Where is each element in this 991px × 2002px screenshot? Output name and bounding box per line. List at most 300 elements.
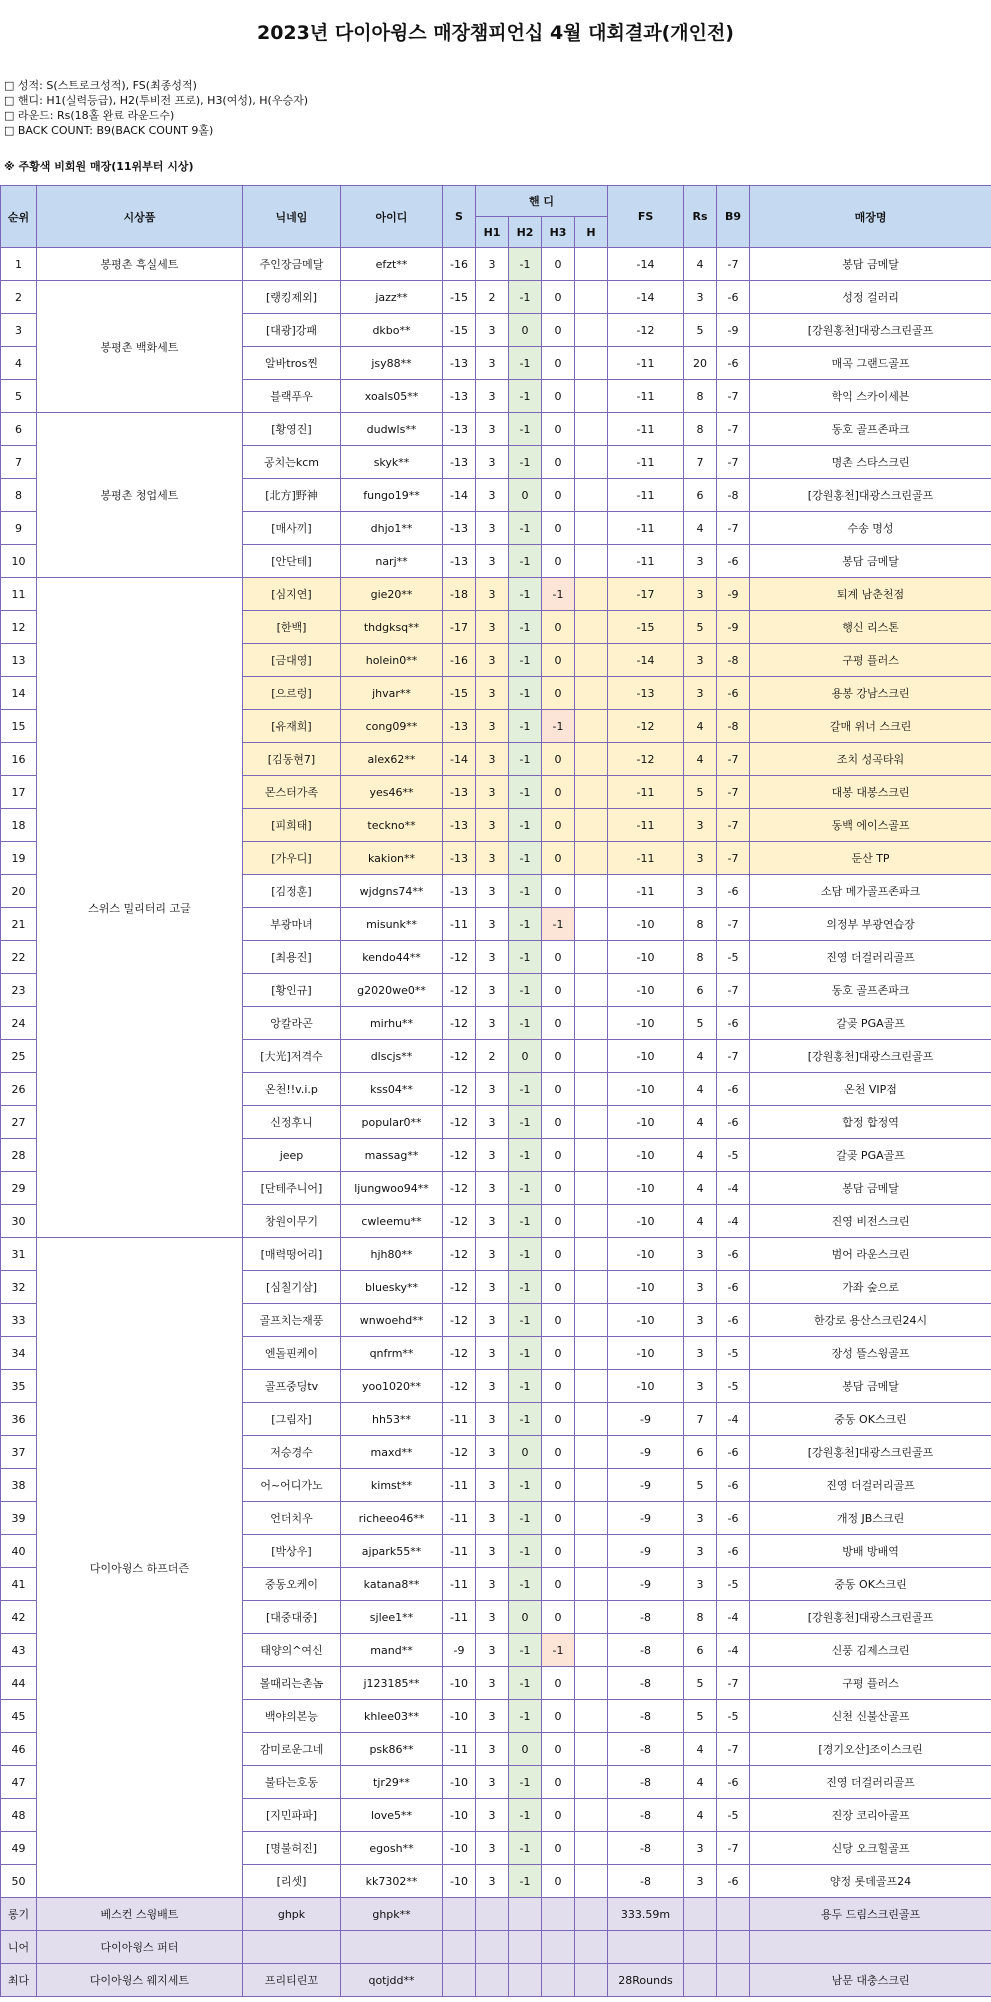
cell-h3: 0 (542, 1568, 575, 1601)
cell-b9: -6 (717, 875, 750, 908)
cell-nickname: 블랙푸우 (243, 380, 341, 413)
cell-h3: 0 (542, 380, 575, 413)
cell-h1: 3 (476, 1007, 509, 1040)
cell-h3: 0 (542, 842, 575, 875)
cell-s: -10 (443, 1700, 476, 1733)
cell-nickname: [김동현7] (243, 743, 341, 776)
cell-id: kakion** (341, 842, 443, 875)
cell-h3: 0 (542, 677, 575, 710)
cell-h2: -1 (509, 1832, 542, 1865)
cell-rank: 33 (1, 1304, 37, 1337)
cell-s (443, 1931, 476, 1964)
cell-rs: 3 (684, 1271, 717, 1304)
cell-fs: -10 (608, 1304, 684, 1337)
cell-h3: 0 (542, 974, 575, 1007)
cell-h1: 3 (476, 743, 509, 776)
cell-rank: 18 (1, 809, 37, 842)
cell-h2: -1 (509, 281, 542, 314)
cell-b9: -8 (717, 479, 750, 512)
cell-b9: -8 (717, 644, 750, 677)
cell-h3: 0 (542, 743, 575, 776)
results-body (1, 248, 991, 1997)
cell-h3: 0 (542, 413, 575, 446)
cell-nickname: [심지연] (243, 578, 341, 611)
cell-h (575, 248, 608, 281)
cell-rs: 3 (684, 1568, 717, 1601)
cell-rank: 36 (1, 1403, 37, 1436)
cell-store: 진장 코리아골프 (750, 1799, 991, 1832)
cell-s (443, 1964, 476, 1997)
cell-rank: 31 (1, 1238, 37, 1271)
cell-id: yes46** (341, 776, 443, 809)
cell-fs: -12 (608, 710, 684, 743)
cell-store: 봉담 금메달 (750, 248, 991, 281)
cell-nickname: [한백] (243, 611, 341, 644)
cell-b9: -7 (717, 743, 750, 776)
cell-s: -12 (443, 1337, 476, 1370)
cell-store: 명촌 스타스크린 (750, 446, 991, 479)
cell-h2: -1 (509, 809, 542, 842)
cell-rank: 14 (1, 677, 37, 710)
cell-award: 롱기 (1, 1898, 37, 1931)
cell-h3: 0 (542, 1403, 575, 1436)
cell-h1: 3 (476, 1634, 509, 1667)
cell-h (575, 545, 608, 578)
cell-h (575, 743, 608, 776)
cell-h1: 3 (476, 1568, 509, 1601)
cell-b9: -6 (717, 545, 750, 578)
cell-h3: 0 (542, 644, 575, 677)
cell-h2: -1 (509, 1403, 542, 1436)
cell-id: dlscjs** (341, 1040, 443, 1073)
cell-s: -13 (443, 413, 476, 446)
cell-s: -12 (443, 1040, 476, 1073)
cell-rs: 4 (684, 1106, 717, 1139)
cell-h3: 0 (542, 545, 575, 578)
cell-store: 갈곶 PGA골프 (750, 1139, 991, 1172)
cell-h (575, 677, 608, 710)
cell-h2: -1 (509, 446, 542, 479)
cell-rank: 42 (1, 1601, 37, 1634)
cell-h (575, 1865, 608, 1898)
cell-fs: -11 (608, 446, 684, 479)
cell-id: alex62** (341, 743, 443, 776)
cell-rs: 4 (684, 512, 717, 545)
cell-h3: 0 (542, 347, 575, 380)
cell-h2: -1 (509, 743, 542, 776)
cell-nickname: [심칠기삼] (243, 1271, 341, 1304)
cell-h3: 0 (542, 1502, 575, 1535)
header-nickname: 닉네임 (243, 186, 341, 248)
note-backcount: □ BACK COUNT: B9(BACK COUNT 9홀) (4, 124, 214, 137)
cell-s: -10 (443, 1832, 476, 1865)
cell-rank: 48 (1, 1799, 37, 1832)
cell-rank: 44 (1, 1667, 37, 1700)
cell-fs: -11 (608, 413, 684, 446)
cell-fs: -12 (608, 743, 684, 776)
cell-h3: 0 (542, 1238, 575, 1271)
cell-h (575, 1964, 608, 1997)
cell-fs: -8 (608, 1700, 684, 1733)
cell-b9 (717, 1898, 750, 1931)
cell-fs: -9 (608, 1535, 684, 1568)
cell-rank: 41 (1, 1568, 37, 1601)
cell-b9: -9 (717, 611, 750, 644)
cell-store: 진영 더걸러리골프 (750, 1469, 991, 1502)
cell-h (575, 1535, 608, 1568)
cell-prize: 다이아윙스 퍼터 (37, 1931, 243, 1964)
cell-nickname: 어~어디가노 (243, 1469, 341, 1502)
table-row (1, 1238, 991, 1271)
cell-id: qnfrm** (341, 1337, 443, 1370)
cell-fs: -8 (608, 1832, 684, 1865)
cell-rank: 5 (1, 380, 37, 413)
cell-s: -11 (443, 1502, 476, 1535)
cell-rs (684, 1964, 717, 1997)
cell-nickname: [최용진] (243, 941, 341, 974)
cell-b9: -5 (717, 1337, 750, 1370)
cell-h1: 3 (476, 1667, 509, 1700)
cell-rs: 3 (684, 1865, 717, 1898)
header-prize: 시상품 (37, 186, 243, 248)
cell-store: 대봉 대봉스크린 (750, 776, 991, 809)
cell-fs: -11 (608, 545, 684, 578)
cell-h3: 0 (542, 875, 575, 908)
cell-nickname: jeep (243, 1139, 341, 1172)
cell-nickname: 프리티린꼬 (243, 1964, 341, 1997)
cell-h1: 3 (476, 710, 509, 743)
cell-rs: 8 (684, 413, 717, 446)
cell-h2: -1 (509, 677, 542, 710)
cell-h2: -1 (509, 413, 542, 446)
cell-store: 학익 스카이세븐 (750, 380, 991, 413)
cell-s: -12 (443, 941, 476, 974)
cell-h2: -1 (509, 512, 542, 545)
cell-s: -13 (443, 710, 476, 743)
cell-h1: 3 (476, 1865, 509, 1898)
cell-h (575, 1568, 608, 1601)
cell-h2: -1 (509, 1106, 542, 1139)
cell-nickname: 앙칼라곤 (243, 1007, 341, 1040)
cell-h3: 0 (542, 1370, 575, 1403)
cell-prize: 다이아윙스 웨지세트 (37, 1964, 243, 1997)
cell-id: richeeo46** (341, 1502, 443, 1535)
cell-h2: -1 (509, 1304, 542, 1337)
cell-h1: 3 (476, 578, 509, 611)
cell-id: egosh** (341, 1832, 443, 1865)
cell-nickname: [단테주니어] (243, 1172, 341, 1205)
cell-s: -13 (443, 347, 476, 380)
cell-h1 (476, 1964, 509, 1997)
cell-store: [강원홍천]대광스크린골프 (750, 479, 991, 512)
cell-h (575, 875, 608, 908)
cell-h1: 2 (476, 281, 509, 314)
cell-s: -10 (443, 1799, 476, 1832)
cell-rank: 3 (1, 314, 37, 347)
cell-store: 중동 OK스크린 (750, 1403, 991, 1436)
cell-h (575, 1436, 608, 1469)
cell-fs: -9 (608, 1502, 684, 1535)
cell-nickname: [박상우] (243, 1535, 341, 1568)
cell-fs: -11 (608, 347, 684, 380)
cell-rank: 8 (1, 479, 37, 512)
cell-store: [강원홍천]대광스크린골프 (750, 1601, 991, 1634)
cell-b9: -4 (717, 1403, 750, 1436)
cell-h (575, 1766, 608, 1799)
cell-id: dkbo** (341, 314, 443, 347)
cell-b9: -7 (717, 974, 750, 1007)
cell-rank: 13 (1, 644, 37, 677)
cell-store: 소담 메가골프존파크 (750, 875, 991, 908)
cell-h1: 3 (476, 1733, 509, 1766)
note-handicap: □ 핸디: H1(실력등급), H2(투비전 프로), H3(여성), H(우승자) (4, 94, 308, 107)
special-award-row (1, 1931, 991, 1964)
cell-fs: -17 (608, 578, 684, 611)
cell-prize: 봉평촌 청업세트 (37, 413, 243, 578)
cell-rank: 15 (1, 710, 37, 743)
cell-store: 봉담 금메달 (750, 1370, 991, 1403)
cell-h (575, 1502, 608, 1535)
cell-fs: -11 (608, 809, 684, 842)
cell-fs: -8 (608, 1733, 684, 1766)
cell-h2 (509, 1964, 542, 1997)
cell-id: hh53** (341, 1403, 443, 1436)
cell-s: -12 (443, 1205, 476, 1238)
cell-nickname: 엔돌핀케이 (243, 1337, 341, 1370)
cell-id: dudwls** (341, 413, 443, 446)
header-h3: H3 (542, 217, 575, 248)
cell-b9: -6 (717, 1073, 750, 1106)
cell-h (575, 1073, 608, 1106)
cell-h3: 0 (542, 1469, 575, 1502)
cell-nickname: [그림자] (243, 1403, 341, 1436)
cell-b9: -6 (717, 1238, 750, 1271)
cell-nickname: 감미로운그네 (243, 1733, 341, 1766)
cell-s: -12 (443, 1007, 476, 1040)
cell-rs: 5 (684, 1667, 717, 1700)
header-rs: Rs (684, 186, 717, 248)
cell-store: 양정 롯데골프24 (750, 1865, 991, 1898)
header-rank: 순위 (1, 186, 37, 248)
cell-s: -13 (443, 512, 476, 545)
cell-b9: -7 (717, 413, 750, 446)
cell-s: -15 (443, 281, 476, 314)
cell-h3: 0 (542, 281, 575, 314)
cell-id: teckno** (341, 809, 443, 842)
cell-rank: 6 (1, 413, 37, 446)
cell-store: 온천 VIP점 (750, 1073, 991, 1106)
cell-h1: 3 (476, 347, 509, 380)
note-score: □ 성적: S(스트로크성적), FS(최종성적) (4, 79, 197, 92)
cell-prize: 스위스 밀리터리 고글 (37, 578, 243, 1238)
cell-fs: -11 (608, 875, 684, 908)
cell-nickname: 공치는kcm (243, 446, 341, 479)
cell-b9: -5 (717, 1799, 750, 1832)
cell-rank: 35 (1, 1370, 37, 1403)
cell-h (575, 347, 608, 380)
cell-h2: -1 (509, 248, 542, 281)
cell-rank: 30 (1, 1205, 37, 1238)
cell-s: -16 (443, 644, 476, 677)
cell-id: kss04** (341, 1073, 443, 1106)
cell-store: 신천 신불산골프 (750, 1700, 991, 1733)
note-rounds: □ 라운드: Rs(18홀 완료 라운드수) (4, 109, 175, 122)
cell-id: j123185** (341, 1667, 443, 1700)
cell-rs: 5 (684, 314, 717, 347)
cell-b9: -6 (717, 1865, 750, 1898)
cell-fs: -8 (608, 1865, 684, 1898)
cell-h (575, 908, 608, 941)
cell-rank: 7 (1, 446, 37, 479)
cell-h2: -1 (509, 1172, 542, 1205)
cell-h1: 3 (476, 776, 509, 809)
cell-b9: -6 (717, 1535, 750, 1568)
header-b9: B9 (717, 186, 750, 248)
cell-h2: -1 (509, 1865, 542, 1898)
cell-rank: 20 (1, 875, 37, 908)
cell-rs: 4 (684, 1040, 717, 1073)
cell-b9: -6 (717, 1106, 750, 1139)
cell-nickname: 백야의본능 (243, 1700, 341, 1733)
cell-id: yoo1020** (341, 1370, 443, 1403)
cell-rank: 17 (1, 776, 37, 809)
cell-h2: -1 (509, 611, 542, 644)
cell-b9: -7 (717, 1832, 750, 1865)
cell-h (575, 1667, 608, 1700)
cell-h3: 0 (542, 1799, 575, 1832)
cell-id: fungo19** (341, 479, 443, 512)
cell-rank: 50 (1, 1865, 37, 1898)
cell-h (575, 1205, 608, 1238)
special-award-row (1, 1898, 991, 1931)
cell-s: -12 (443, 1139, 476, 1172)
cell-h3: 0 (542, 512, 575, 545)
cell-fs: -10 (608, 974, 684, 1007)
cell-h2: 0 (509, 314, 542, 347)
cell-h (575, 512, 608, 545)
cell-rank: 38 (1, 1469, 37, 1502)
cell-fs: -10 (608, 1271, 684, 1304)
cell-b9: -4 (717, 1205, 750, 1238)
cell-h (575, 479, 608, 512)
cell-store: [경기오산]조이스크린 (750, 1733, 991, 1766)
cell-rs: 4 (684, 248, 717, 281)
cell-s: -9 (443, 1634, 476, 1667)
cell-b9: -4 (717, 1634, 750, 1667)
cell-fs: -8 (608, 1799, 684, 1832)
cell-id: kimst** (341, 1469, 443, 1502)
cell-h2: -1 (509, 908, 542, 941)
cell-h3: 0 (542, 1040, 575, 1073)
cell-fs: -11 (608, 380, 684, 413)
cell-h3: 0 (542, 1832, 575, 1865)
cell-rs: 8 (684, 380, 717, 413)
cell-nickname: [피희태] (243, 809, 341, 842)
cell-h (575, 1403, 608, 1436)
cell-rank: 40 (1, 1535, 37, 1568)
table-row (1, 578, 991, 611)
cell-h2: -1 (509, 1073, 542, 1106)
cell-id: xoals05** (341, 380, 443, 413)
cell-s: -13 (443, 809, 476, 842)
cell-s: -12 (443, 1370, 476, 1403)
cell-fs: -14 (608, 281, 684, 314)
cell-h1: 3 (476, 1436, 509, 1469)
page-title: 2023년 다이아윙스 매장챔피언십 4월 대회결과(개인전) (256, 22, 734, 44)
cell-h1 (476, 1931, 509, 1964)
cell-h3: 0 (542, 1667, 575, 1700)
header-h: H (575, 217, 608, 248)
cell-h2: -1 (509, 842, 542, 875)
cell-h (575, 1898, 608, 1931)
cell-rs: 4 (684, 710, 717, 743)
cell-b9: -6 (717, 281, 750, 314)
cell-h1: 3 (476, 413, 509, 446)
cell-h (575, 1106, 608, 1139)
cell-fs: -14 (608, 248, 684, 281)
cell-store: 신당 오크힐골프 (750, 1832, 991, 1865)
cell-rs: 5 (684, 1007, 717, 1040)
cell-rs: 6 (684, 974, 717, 1007)
cell-h3: 0 (542, 776, 575, 809)
cell-h3: 0 (542, 1865, 575, 1898)
cell-fs: -11 (608, 512, 684, 545)
cell-h2: -1 (509, 1700, 542, 1733)
cell-rank: 23 (1, 974, 37, 1007)
cell-id: dhjo1** (341, 512, 443, 545)
cell-h3: 0 (542, 1304, 575, 1337)
cell-prize: 봉평촌 흑실세트 (37, 248, 243, 281)
cell-h (575, 1139, 608, 1172)
cell-id: cong09** (341, 710, 443, 743)
cell-id: narj** (341, 545, 443, 578)
cell-id: popular0** (341, 1106, 443, 1139)
cell-nickname: ghpk (243, 1898, 341, 1931)
cell-h2: -1 (509, 1370, 542, 1403)
table-row (1, 281, 991, 314)
cell-rs: 4 (684, 743, 717, 776)
cell-nickname: [랭킹제외] (243, 281, 341, 314)
cell-h3: 0 (542, 1205, 575, 1238)
cell-rank: 49 (1, 1832, 37, 1865)
cell-rank: 1 (1, 248, 37, 281)
cell-store: 범어 라운스크린 (750, 1238, 991, 1271)
cell-h (575, 1832, 608, 1865)
cell-store: 의정부 부광연습장 (750, 908, 991, 941)
cell-store: 행신 리스톤 (750, 611, 991, 644)
cell-store: 진영 더걸러리골프 (750, 941, 991, 974)
cell-h1: 3 (476, 1799, 509, 1832)
cell-rank: 22 (1, 941, 37, 974)
header-h1: H1 (476, 217, 509, 248)
cell-nickname: 골프중딩tv (243, 1370, 341, 1403)
cell-h3: -1 (542, 1634, 575, 1667)
cell-store: 용두 드림스크린골프 (750, 1898, 991, 1931)
cell-h1: 3 (476, 1403, 509, 1436)
cell-h2: -1 (509, 1469, 542, 1502)
cell-fs: -10 (608, 1337, 684, 1370)
cell-h (575, 1469, 608, 1502)
cell-rank: 34 (1, 1337, 37, 1370)
cell-rs: 4 (684, 1073, 717, 1106)
cell-h3: 0 (542, 611, 575, 644)
cell-s: -11 (443, 1535, 476, 1568)
cell-store: 동호 골프존파크 (750, 974, 991, 1007)
cell-h (575, 1238, 608, 1271)
cell-h2: -1 (509, 1634, 542, 1667)
cell-nickname: [매력떵어리] (243, 1238, 341, 1271)
cell-award: 니어 (1, 1931, 37, 1964)
